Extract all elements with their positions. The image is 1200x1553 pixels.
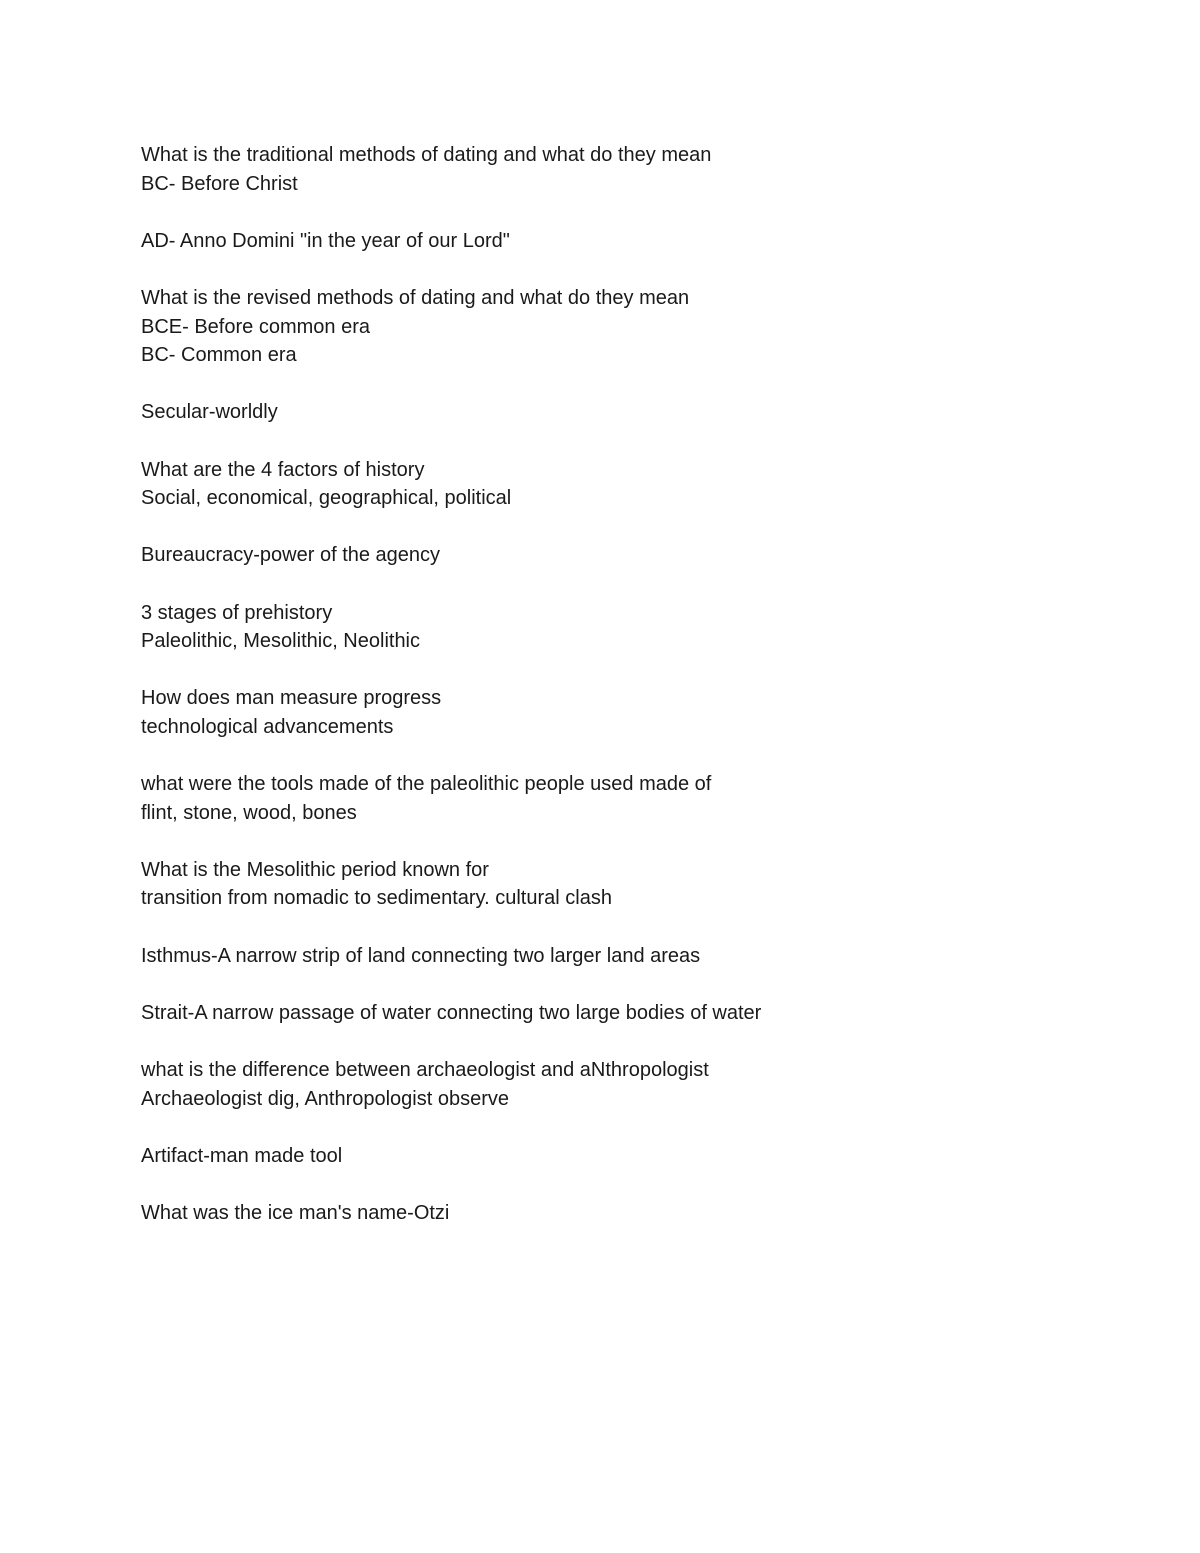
note-block-prehistory-stages: [141, 599, 1141, 656]
answer-line: Archaeologist dig, Anthropologist observe: [141, 1087, 510, 1110]
answer-line: BCE- Before common era: [141, 315, 370, 338]
question-line: What is the Mesolithic period known for: [141, 858, 489, 881]
definition-line: Bureaucracy-power of the agency: [141, 544, 441, 567]
note-block-ice-man: [141, 1199, 1141, 1228]
question-line: what is the difference between archaeologist and aNthropologist: [141, 1059, 709, 1081]
answer-line: Paleolithic, Mesolithic, Neolithic: [141, 630, 421, 653]
note-block-archaeologist-anthropologist: [141, 1056, 1141, 1113]
note-block-artifact: [141, 1142, 1141, 1171]
note-block-dating-traditional: [141, 141, 1141, 198]
question-line: What is the revised methods of dating and what do they mean: [141, 286, 690, 309]
definition-line: What was the ice man's name-Otzi: [141, 1201, 450, 1224]
note-block-isthmus: [141, 942, 1141, 971]
definition-line: Strait-A narrow passage of water connecting two large bodies of water: [141, 1001, 762, 1024]
answer-line: AD- Anno Domini "in the year of our Lord": [141, 229, 510, 252]
answer-line: flint, stone, wood, bones: [141, 801, 357, 824]
answer-line: BC- Common era: [141, 344, 297, 367]
question-line: what were the tools made of the paleolithic people used made of: [141, 773, 712, 796]
note-block-anno-domini: [141, 227, 1141, 256]
answer-line: transition from nomadic to sedimentary. cultural clash: [141, 887, 612, 910]
question-line: 3 stages of prehistory: [141, 601, 333, 624]
question-line: What is the traditional methods of dating and what do they mean: [141, 144, 712, 166]
question-line: What are the 4 factors of history: [141, 458, 425, 481]
document-body: [141, 141, 1141, 1256]
answer-line: Social, economical, geographical, political: [141, 487, 512, 510]
note-block-progress: [141, 684, 1141, 741]
note-block-mesolithic: [141, 856, 1141, 913]
note-block-strait: [141, 999, 1141, 1028]
definition-line: Secular-worldly: [141, 401, 278, 424]
answer-line: BC- Before Christ: [141, 172, 298, 195]
definition-line: Artifact-man made tool: [141, 1144, 343, 1167]
question-line: How does man measure progress: [141, 687, 442, 710]
note-block-dating-revised: [141, 284, 1141, 370]
definition-line: Isthmus-A narrow strip of land connecting two larger land areas: [141, 944, 701, 967]
note-block-bureaucracy: [141, 541, 1141, 570]
answer-line: technological advancements: [141, 715, 394, 738]
note-block-paleolithic-tools: [141, 770, 1141, 827]
note-block-factors-of-history: [141, 456, 1141, 513]
note-block-secular: [141, 398, 1141, 427]
